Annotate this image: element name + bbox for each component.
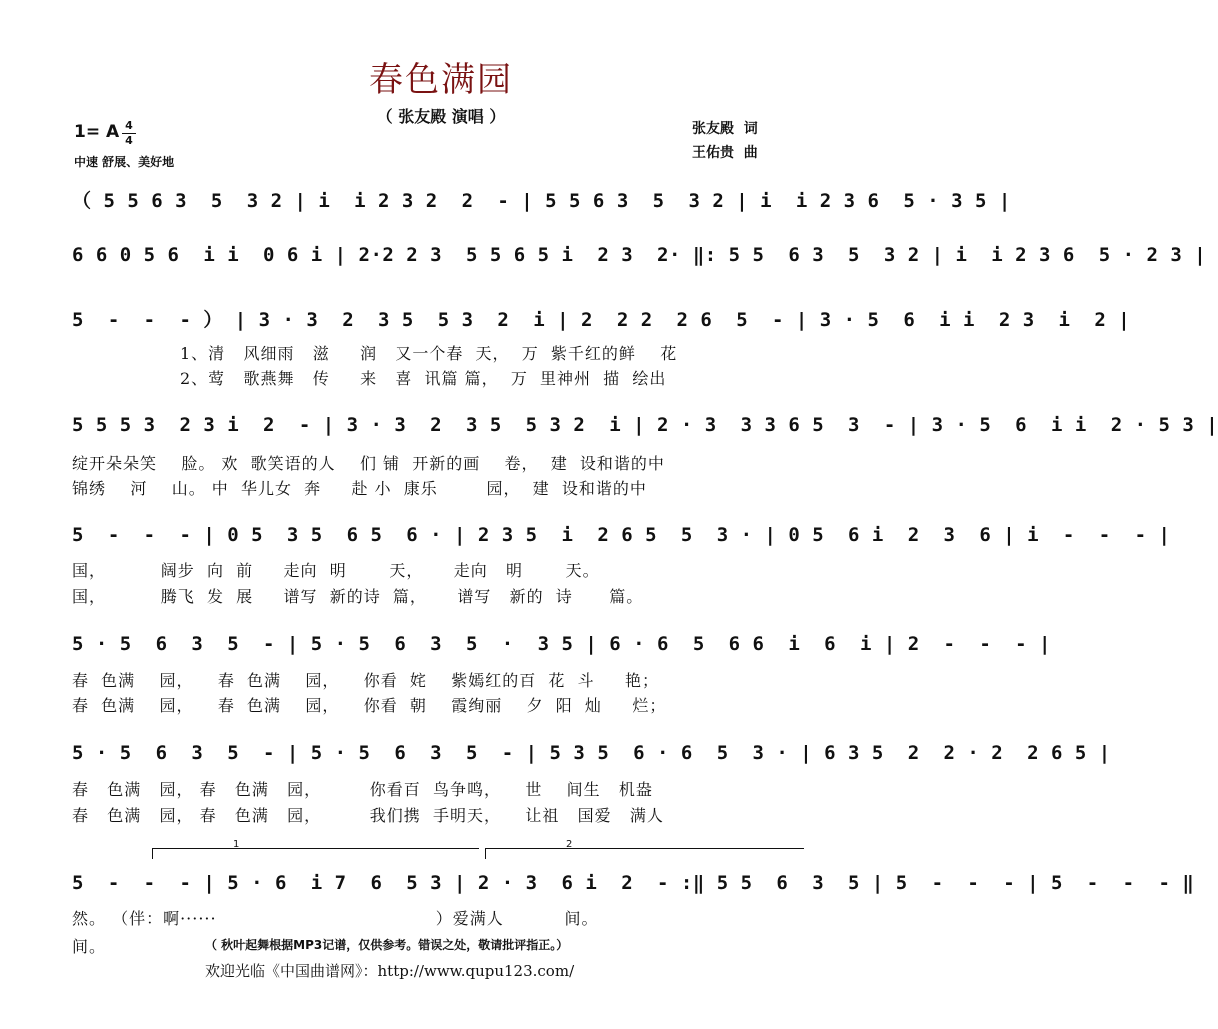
tempo-marking: 中速 舒展、美好地	[74, 155, 175, 169]
lyric-verse-1: 1、清 风细雨 滋 润 又一个春 天， 万 紫千红的鲜 花	[180, 344, 678, 363]
lyric-verse-1: 国， 阔步 向 前 走向 明 天， 走向 明 天。	[72, 561, 600, 580]
transcription-note: （ 秋叶起舞根据MP3记谱，仅供参考。错误之处，敬请批评指正。）	[205, 938, 569, 952]
lyric-verse-1: 春 色满 园， 春 色满 园， 你看百 鸟争鸣， 世 间生 机盎	[72, 780, 653, 799]
notation-row: 5 5 5 3 2 3 i 2 - | 3 · 3 2 3 5 5 3 2 i | 2 · 3 3 3 6 5 3 - | 3 · 5 6 i i 2 · 5 3 |	[72, 414, 1218, 436]
notation-row: 5 · 5 6 3 5 - | 5 · 5 6 3 5 · 3 5 | 6 · 6 5 6 6 i 6 i | 2 - - - |	[72, 633, 1051, 655]
lyricist-credit: 张友殿 词	[692, 121, 758, 137]
singer-line: （ 张友殿 演唱 ）	[376, 107, 506, 126]
lyric-verse-1: 绽开朵朵笑 脸。 欢 歌笑语的人 们 铺 开新的画 卷， 建 设和谐的中	[72, 454, 665, 473]
lyric-verse-2: 间。	[72, 937, 107, 956]
volta-bracket-first	[152, 839, 479, 859]
time-signature	[122, 120, 136, 147]
lyric-verse-2: 春 色满 园， 春 色满 园， 你看 朝 霞绚丽 夕 阳 灿 烂；	[72, 696, 667, 715]
lyric-verse-2: 锦绣 河 山。 中 华儿女 奔 赴 小 康乐 园， 建 设和谐的中	[72, 479, 647, 498]
time-signature-top: 4	[125, 119, 133, 132]
song-title: 春色满园	[369, 60, 513, 100]
notation-row: 5 - - - ） | 3 · 3 2 3 5 5 3 2 i | 2 2 2 2 6 5 - | 3 · 5 6 i i 2 3 i 2 |	[72, 309, 1131, 331]
time-signature-bottom: 4	[125, 134, 133, 147]
composer-credit: 王佑贵 曲	[692, 145, 758, 161]
volta-bracket-second	[485, 839, 804, 859]
notation-row: 5 · 5 6 3 5 - | 5 · 5 6 3 5 - | 5 3 5 6 · 6 5 3 · | 6 3 5 2 2 · 2 2 6 5 |	[72, 742, 1111, 764]
lyric-verse-1: 然。 （伴：啊······ ）爱满人 间。	[72, 909, 599, 928]
lyric-verse-2: 国， 腾飞 发 展 谱写 新的诗 篇， 谱写 新的 诗 篇。	[72, 587, 644, 606]
lyric-verse-2: 2、莺 歌燕舞 传 来 喜 讯篇 篇， 万 里神州 描 绘出	[180, 369, 667, 388]
key-signature: 1= A	[74, 122, 120, 142]
volta-number: 1	[233, 839, 240, 850]
site-footer: 欢迎光临《中国曲谱网》：http://www.qupu123.com/	[205, 962, 575, 980]
notation-row: 5 - - - | 0 5 3 5 6 5 6 · | 2 3 5 i 2 6 5 5 3 · | 0 5 6 i 2 3 6 | i - - - |	[72, 524, 1171, 546]
volta-number: 2	[566, 839, 573, 850]
lyric-verse-1: 春 色满 园， 春 色满 园， 你看 姹 紫嫣红的百 花 斗 艳；	[72, 671, 660, 690]
notation-row: 6 6 0 5 6 i i 0 6 i | 2·2 2 3 5 5 6 5 i 2 3 2· ‖: 5 5 6 3 5 3 2 | i i 2 3 6 5 · 2 3 |	[72, 244, 1207, 266]
lyric-verse-2: 春 色满 园， 春 色满 园， 我们携 手明天， 让祖 国爱 满人	[72, 806, 664, 825]
notation-row: （ 5 5 6 3 5 3 2 | i i 2 3 2 2 - | 5 5 6 3 5 3 2 | i i 2 3 6 5 · 3 5 |	[72, 190, 1011, 212]
notation-row: 5 - - - | 5 · 6 i 7 6 5 3 | 2 · 3 6 i 2 - :‖ 5 5 6 3 5 | 5 - - - | 5 - - - ‖	[72, 872, 1195, 894]
